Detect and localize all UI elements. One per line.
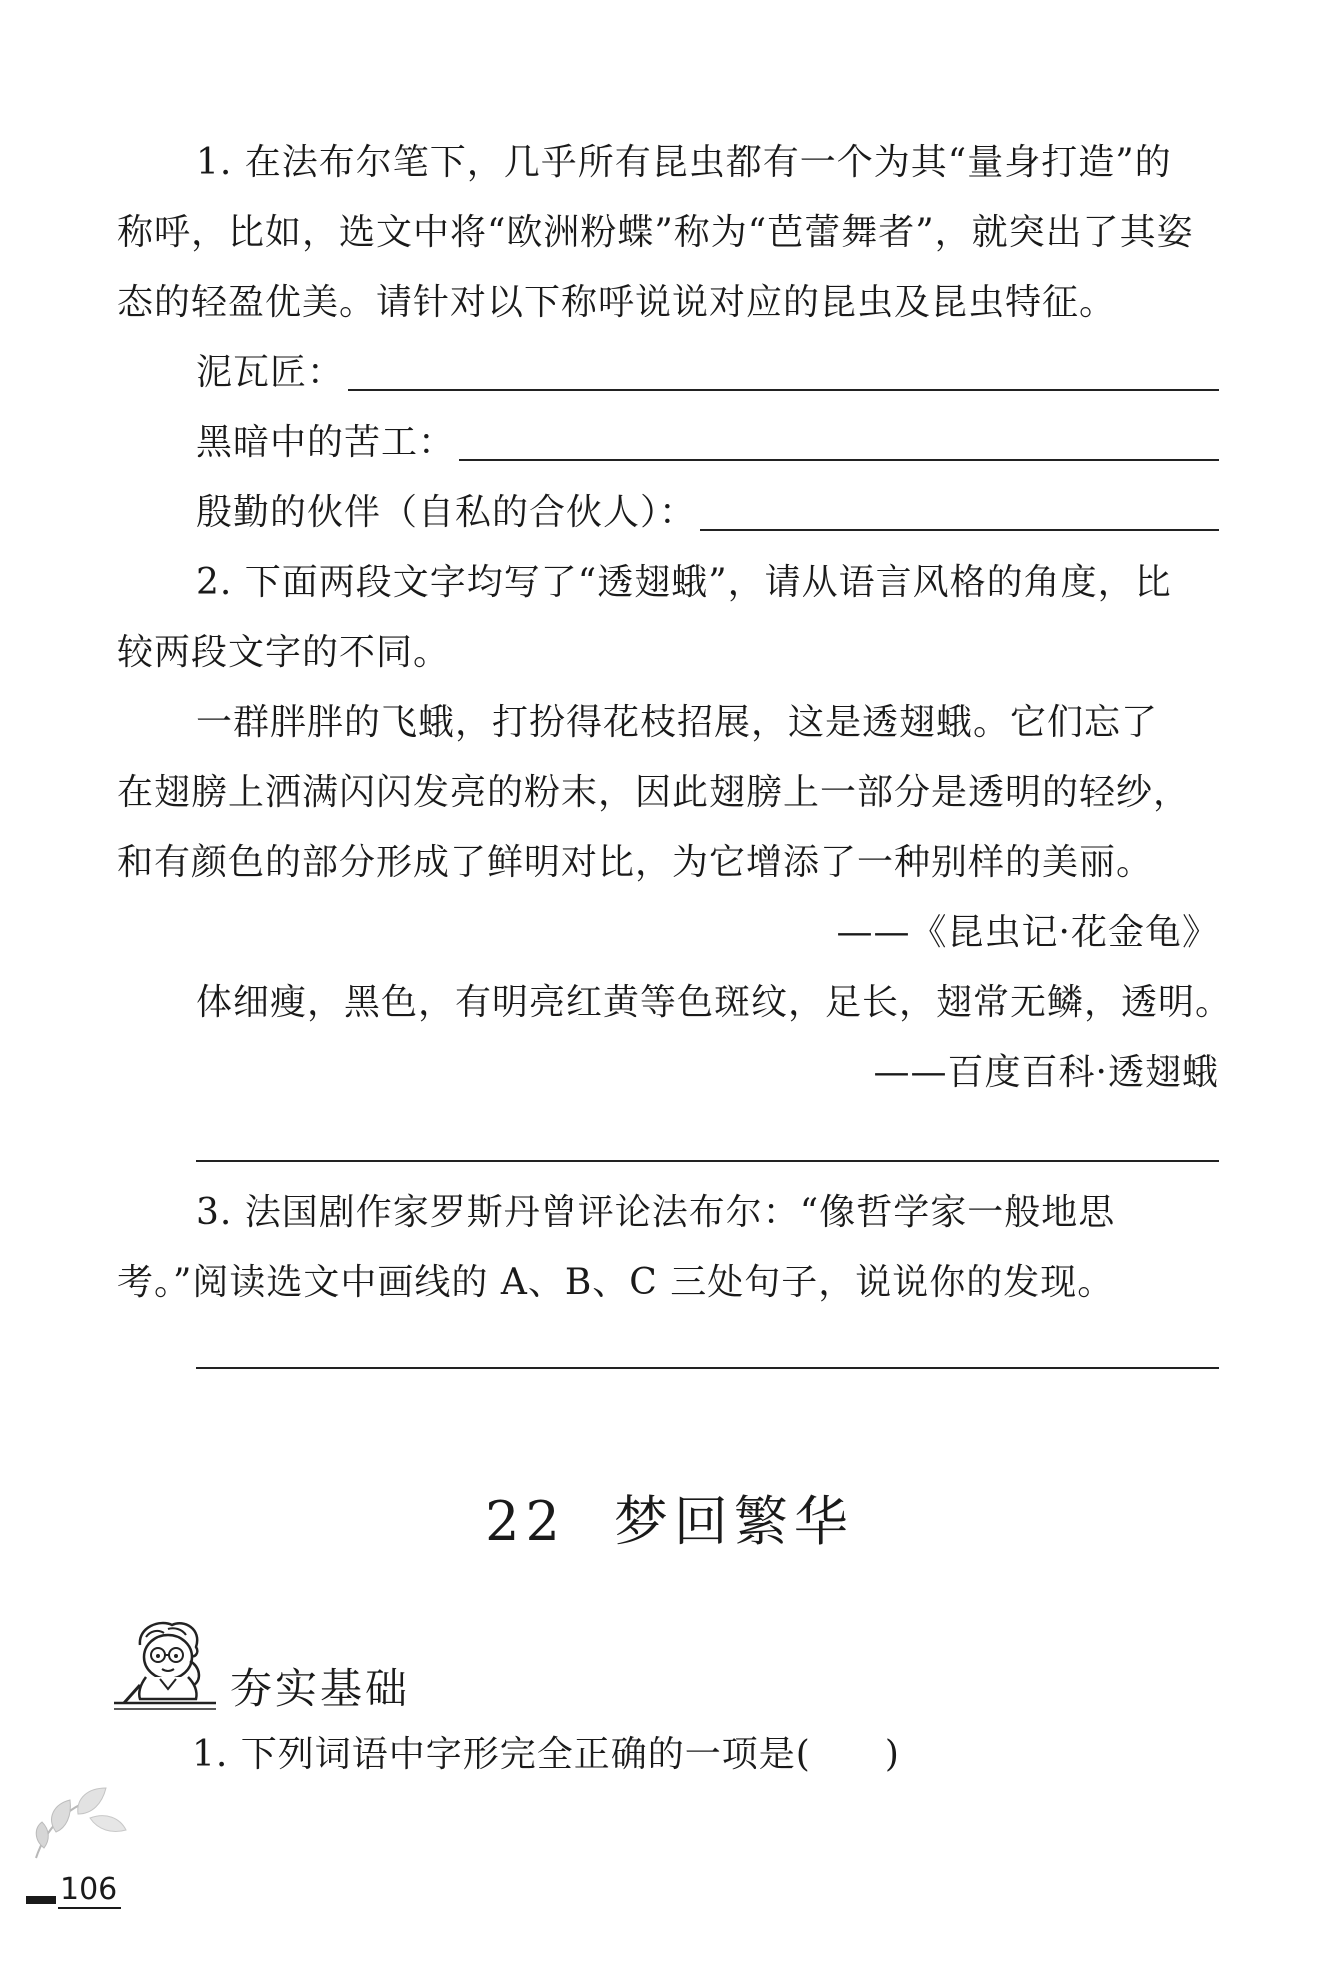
q2-passage2: 体细瘦，黑色，有明亮红黄等色斑纹，足长，翅常无鳞，透明。 (196, 982, 1233, 1023)
q2-passage1-line-1: 一群胖胖的飞蛾，打扮得花枝招展，这是透翅蛾。它们忘了 (196, 702, 1159, 743)
leaf-decoration-icon (26, 1778, 136, 1868)
section-heading (110, 1615, 410, 1715)
next-question: 1. 下列词语中字形完全正确的一项是( ) (192, 1734, 900, 1775)
q2-source-2: ——百度百科·透翅蛾 (873, 1052, 1219, 1093)
lesson-name: 梦回繁华 (613, 1490, 854, 1553)
q1-answer-line-2[interactable] (459, 458, 1219, 461)
page-number (26, 1873, 121, 1909)
lesson-number: 22 (485, 1490, 566, 1553)
q1-answer-line-1[interactable] (348, 388, 1219, 391)
q3-answer-line[interactable] (196, 1367, 1219, 1369)
q2-passage1-line-3: 和有颜色的部分形成了鲜明对比，为它增添了一种别样的美丽。 (117, 842, 1154, 883)
q3-line-2: 考。”阅读选文中画线的 A、B、C 三处句子，说说你的发现。 (117, 1262, 1115, 1303)
q2-line-2: 较两段文字的不同。 (117, 632, 451, 673)
q1-blank-label-3: 殷勤的伙伴（自私的合伙人）： (196, 492, 697, 533)
q1-blank-row-1 (196, 349, 1219, 397)
q1-line-1: 1. 在法布尔笔下，几乎所有昆虫都有一个为其“量身打造”的 (196, 142, 1172, 183)
q2-line-1: 2. 下面两段文字均写了“透翅蛾”，请从语言风格的角度，比 (196, 562, 1172, 603)
q1-line-2: 称呼，比如，选文中将“欧洲粉蝶”称为“芭蕾舞者”，就突出了其姿 (117, 212, 1194, 253)
q2-passage1-line-2: 在翅膀上洒满闪闪发亮的粉末，因此翅膀上一部分是透明的轻纱， (117, 772, 1191, 813)
q1-answer-line-3[interactable] (700, 528, 1219, 531)
q3-line-1: 3. 法国剧作家罗斯丹曾评论法布尔：“像哲学家一般地思 (196, 1192, 1116, 1233)
q1-blank-row-2 (196, 419, 1219, 467)
q2-source-1: ——《昆虫记·花金龟》 (836, 912, 1219, 953)
lesson-title (0, 1490, 1339, 1554)
page-number-text: 106 (58, 1873, 121, 1909)
page-number-bar (26, 1896, 56, 1904)
section-heading-label: 夯实基础 (230, 1664, 411, 1713)
q1-blank-label-1: 泥瓦匠： (196, 352, 345, 393)
q1-blank-row-3 (196, 489, 1219, 537)
q1-blank-label-2: 黑暗中的苦工： (196, 422, 456, 463)
q1-line-3: 态的轻盈优美。请针对以下称呼说说对应的昆虫及昆虫特征。 (117, 282, 1117, 323)
reading-student-icon (110, 1615, 220, 1715)
q2-answer-line[interactable] (196, 1160, 1219, 1162)
